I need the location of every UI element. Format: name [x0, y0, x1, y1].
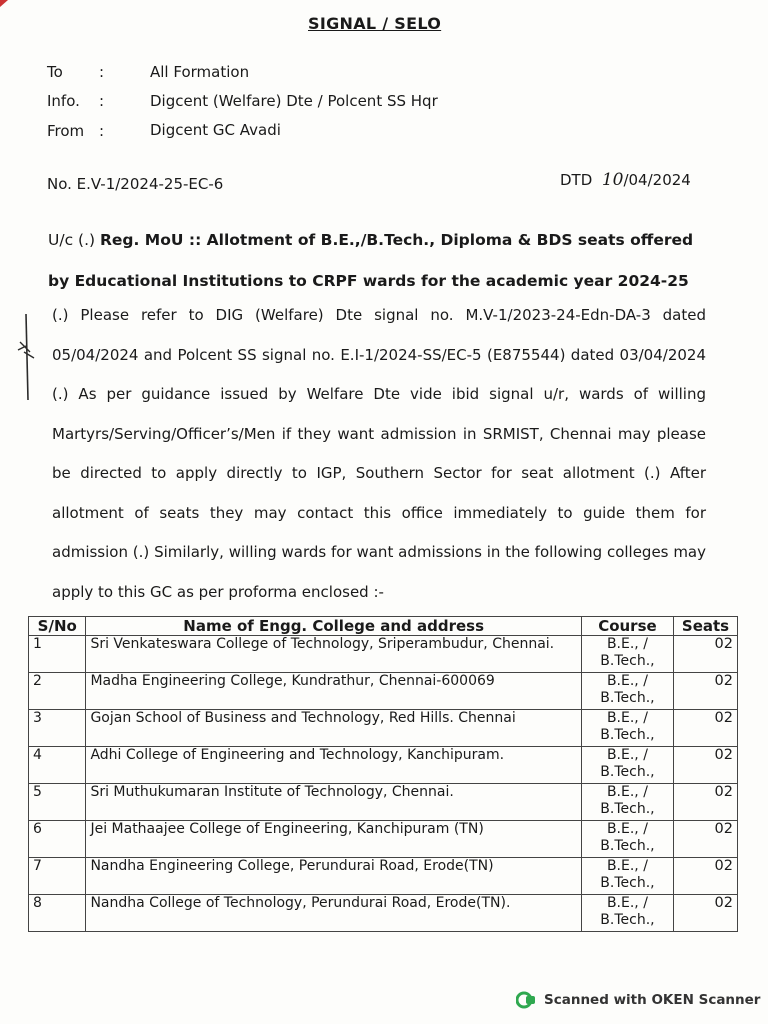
- corner-mark: [0, 0, 10, 8]
- to-label: To: [47, 63, 63, 81]
- row-sno: 2: [29, 673, 86, 710]
- table-row: [29, 710, 738, 747]
- row-seats: 02: [674, 858, 738, 895]
- header-sno: S/No: [29, 617, 86, 636]
- row-college-name: Nandha College of Technology, Perundurai Road, Erode(TN).: [86, 895, 581, 932]
- row-sno: 8: [29, 895, 86, 932]
- row-sno: 1: [29, 636, 86, 673]
- table-header-row: [29, 617, 738, 636]
- row-college-name: Jei Mathaajee College of Engineering, Kanchipuram (TN): [86, 821, 581, 858]
- scanner-watermark: [516, 990, 760, 1010]
- row-seats: 02: [674, 673, 738, 710]
- subject-text: Reg. MoU :: Allotment of B.E.,/B.Tech., Diploma & BDS seats offered by Educational Institutions to CRPF wards for the academic year 2024-25: [48, 231, 694, 290]
- row-course: B.E., / B.Tech.,: [581, 821, 673, 858]
- row-college-name: Sri Venkateswara College of Technology, Sriperambudur, Chennai.: [86, 636, 581, 673]
- info-value: Digcent (Welfare) Dte / Polcent SS Hqr: [150, 92, 438, 110]
- dated-line: [560, 170, 691, 190]
- row-seats: 02: [674, 784, 738, 821]
- reference-number: No. E.V-1/2024-25-EC-6: [47, 175, 224, 193]
- scanner-logo-icon: [516, 990, 536, 1010]
- row-course: B.E., / B.Tech.,: [581, 710, 673, 747]
- row-college-name: Adhi College of Engineering and Technology, Kanchipuram.: [86, 747, 581, 784]
- table-row: [29, 784, 738, 821]
- row-sno: 7: [29, 858, 86, 895]
- row-course: B.E., / B.Tech.,: [581, 636, 673, 673]
- row-seats: 02: [674, 821, 738, 858]
- row-college-name: Sri Muthukumaran Institute of Technology, Chennai.: [86, 784, 581, 821]
- row-sno: 5: [29, 784, 86, 821]
- row-course: B.E., / B.Tech.,: [581, 895, 673, 932]
- table-row: [29, 673, 738, 710]
- from-colon: :: [99, 122, 105, 140]
- row-seats: 02: [674, 747, 738, 784]
- scanner-text: Scanned with OKEN Scanner: [544, 992, 761, 1008]
- info-label: Info.: [47, 92, 80, 110]
- header-seats: Seats: [674, 617, 738, 636]
- row-sno: 3: [29, 710, 86, 747]
- colleges-table: [28, 616, 738, 932]
- row-course: B.E., / B.Tech.,: [581, 858, 673, 895]
- row-seats: 02: [674, 636, 738, 673]
- row-college-name: Nandha Engineering College, Perundurai Road, Erode(TN): [86, 858, 581, 895]
- body-paragraph: (.) Please refer to DIG (Welfare) Dte signal no. M.V-1/2023-24-Edn-DA-3 dated 05/04/2024 and Polcent SS signal no. E.I-1/2024-SS/EC-5 (E875544) dated 03/04/2024 (.) As per guidance issued by Welfare Dte vide ibid signal u/r, wards of willing Martyrs/Serving/Officer’s/Men if they want admission in SRMIST, Chennai may please be directed to apply directly to IGP, Southern Sector for seat allotment (.) After allotment of seats they may contact this office immediately to guide them for admission (.) Similarly, willing wards for want admissions in the following colleges may apply to this GC as per proforma enclosed :-: [52, 306, 706, 601]
- table-row: [29, 821, 738, 858]
- from-label: From: [47, 122, 85, 140]
- subject-prefix: U/c (.): [48, 231, 96, 249]
- row-seats: 02: [674, 710, 738, 747]
- to-value: All Formation: [150, 63, 250, 81]
- row-course: B.E., / B.Tech.,: [581, 784, 673, 821]
- handwritten-margin-mark: [6, 312, 46, 402]
- table-row: [29, 747, 738, 784]
- dtd-month-year: /04/2024: [623, 171, 691, 189]
- info-colon: :: [99, 92, 105, 110]
- header-course: Course: [581, 617, 673, 636]
- table-row: [29, 858, 738, 895]
- dtd-handwritten-day: 10: [601, 170, 624, 190]
- row-college-name: Gojan School of Business and Technology, Red Hills. Chennai: [86, 710, 581, 747]
- header-college-name: Name of Engg. College and address: [86, 617, 581, 636]
- row-college-name: Madha Engineering College, Kundrathur, Chennai-600069: [86, 673, 581, 710]
- row-course: B.E., / B.Tech.,: [581, 747, 673, 784]
- dtd-label: DTD: [560, 171, 593, 189]
- to-colon: :: [99, 63, 105, 81]
- table-row: [29, 895, 738, 932]
- from-value: Digcent GC Avadi: [150, 121, 281, 139]
- table-row: [29, 636, 738, 673]
- row-sno: 6: [29, 821, 86, 858]
- document-title: SIGNAL / SELO: [308, 14, 442, 33]
- row-sno: 4: [29, 747, 86, 784]
- subject-line: [48, 220, 714, 302]
- row-seats: 02: [674, 895, 738, 932]
- row-course: B.E., / B.Tech.,: [581, 673, 673, 710]
